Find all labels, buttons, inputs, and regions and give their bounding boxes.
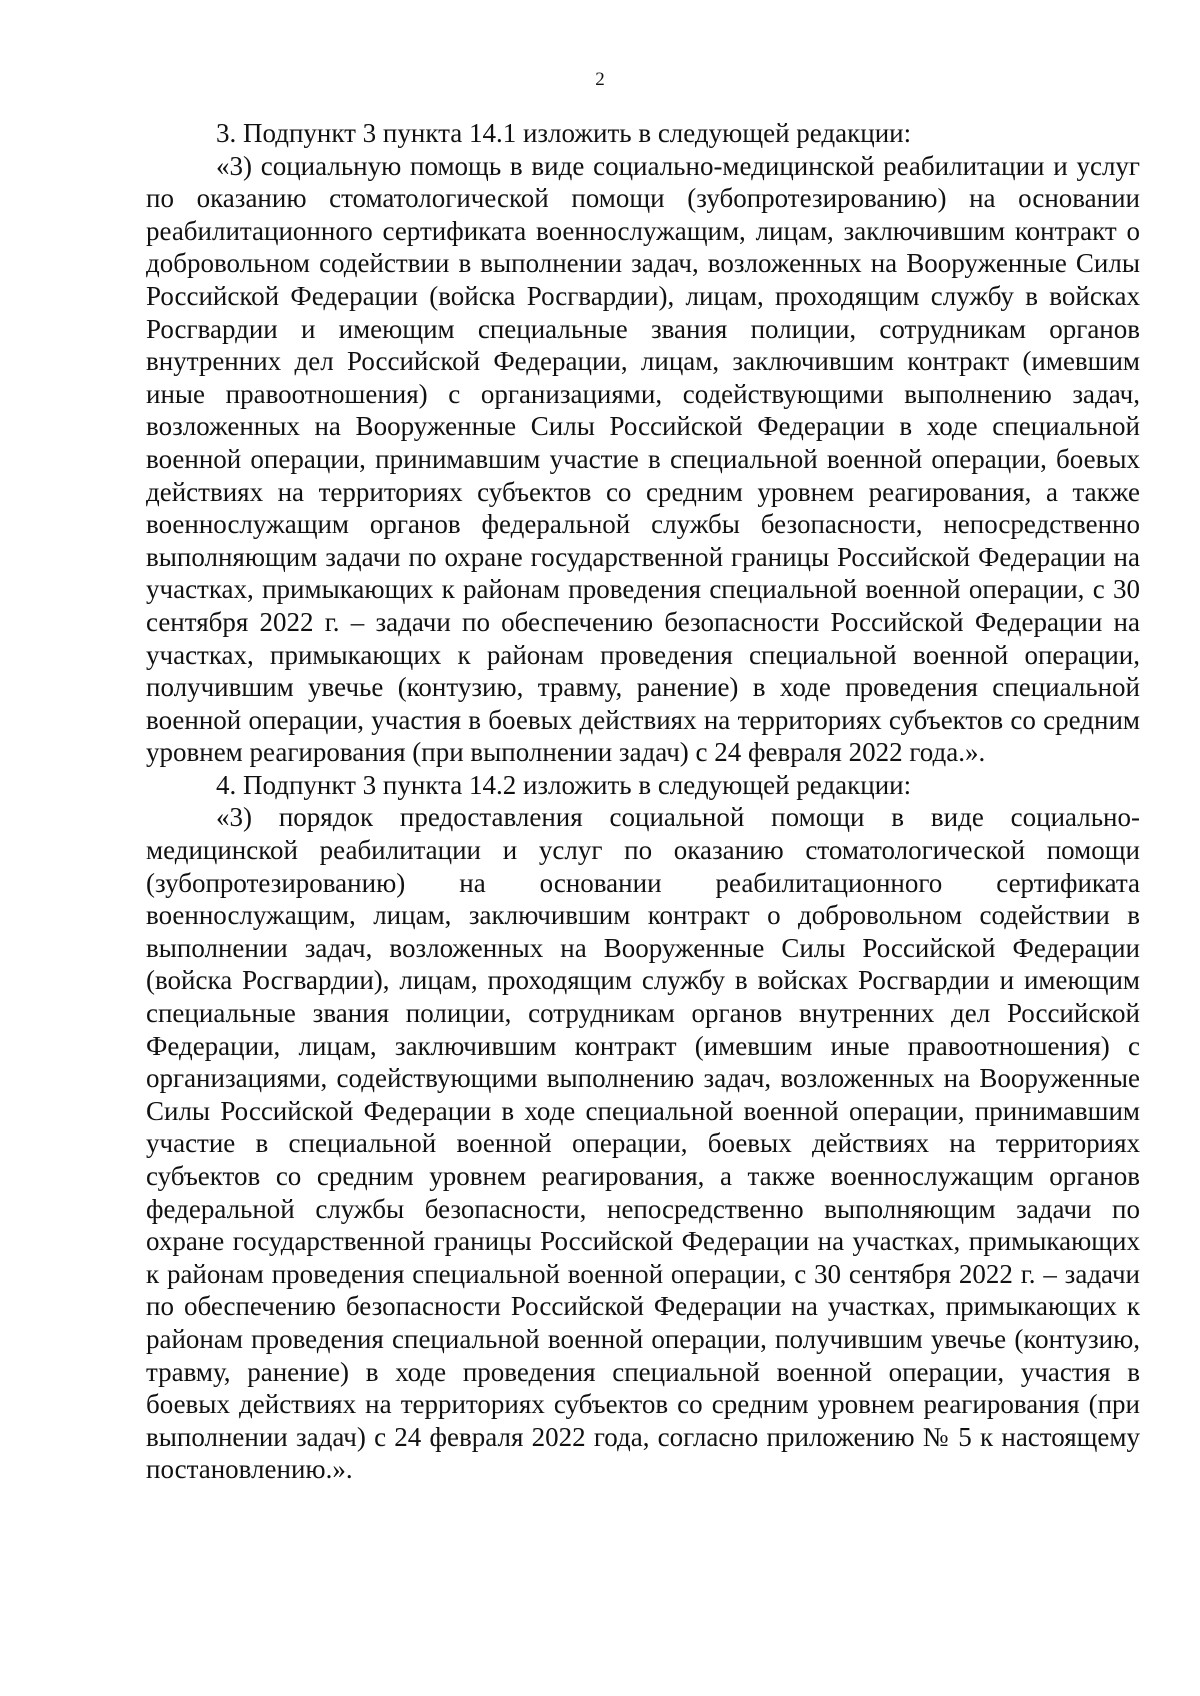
paragraph-item-4-text: «3) порядок предоставления социальной помощи в виде социально-медицинской реабилитации и услуг по оказанию стоматологической помощи (зубопротезированию) на основании реабилитационного сертификата военнослужащим, лицам, заключившим контракт о добровольном содействии в выполнении задач, возложенных на Вооруженные Силы Российской Федерации (войска Росгвардии), лицам, проходящим службу в войсках Росгвардии и имеющим специальные звания полиции, сотрудникам органов внутренних дел Российской Федерации, лицам, заключившим контракт (имевшим иные правоотношения) с организациями, содействующими выполнению задач, возложенных на Вооруженные Силы Российской Федерации в ходе специальной военной операции, принимавшим участие в специальной военной операции, боевых действиях на территориях субъектов со средним уровнем реагирования, а также военнослужащим органов федеральной службы безопасности, непосредственно выполняющим задачи по охране государственной границы Российской Федерации на участках, примыкающих к районам проведения специальной военной операции, с 30 сентября 2022 г. – задачи по обеспечению безопасности Российской Федерации на участках, примыкающих к районам проведения специальной военной операции, получившим увечье (контузию, травму, ранение) в ходе проведения специальной военной операции, участия в боевых действиях на территориях субъектов со средним уровнем реагирования (при выполнении задач) с 24 февраля 2022 года, согласно приложению № 5 к настоящему постановлению.».	[146, 802, 1140, 1485]
paragraph-item-4-heading: 4. Подпункт 3 пункта 14.2 изложить в следующей редакции:	[216, 769, 912, 800]
document-body	[146, 117, 1140, 1486]
paragraph-item-3-heading: 3. Подпункт 3 пункта 14.1 изложить в следующей редакции:	[216, 118, 912, 148]
paragraph-item-3-text: «3) социальную помощь в виде социально-медицинской реабилитации и услуг по оказанию стоматологической помощи (зубопротезированию) на основании реабилитационного сертификата военнослужащим, лицам, заключившим контракт о добровольном содействии в выполнении задач, возложенных на Вооруженные Силы Российской Федерации (войска Росгвардии), лицам, проходящим службу в войсках Росгвардии и имеющим специальные звания полиции, сотрудникам органов внутренних дел Российской Федерации, лицам, заключившим контракт (имевшим иные правоотношения) с организациями, содействующими выполнению задач, возложенных на Вооруженные Силы Российской Федерации в ходе специальной военной операции, принимавшим участие в специальной военной операции, боевых действиях на территориях субъектов со средним уровнем реагирования, а также военнослужащим органов федеральной службы безопасности, непосредственно выполняющим задачи по охране государственной границы Российской Федерации на участках, примыкающих к районам проведения специальной военной операции, с 30 сентября 2022 г. – задачи по обеспечению безопасности Российской Федерации на участках, примыкающих к районам проведения специальной военной операции, получившим увечье (контузию, травму, ранение) в ходе проведения специальной военной операции, участия в боевых действиях на территориях субъектов со средним уровнем реагирования (при выполнении задач) с 24 февраля 2022 года.».	[146, 150, 1140, 768]
page-number: 2	[595, 69, 605, 90]
